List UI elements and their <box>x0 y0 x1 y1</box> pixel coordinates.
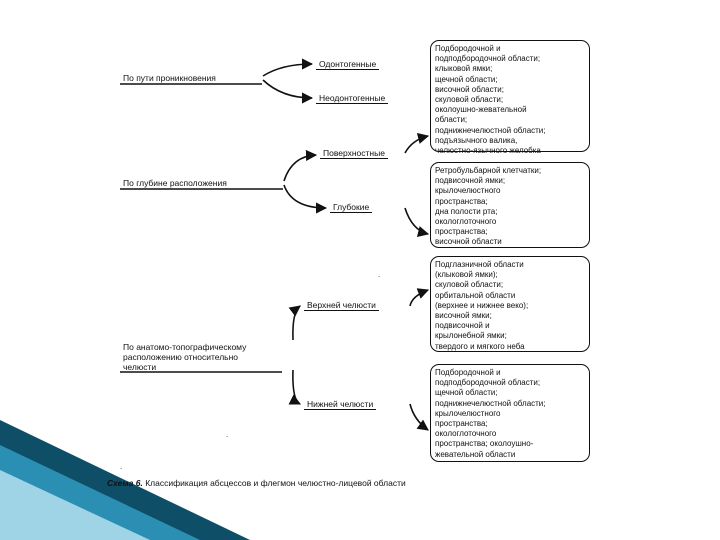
list-item: поднижнечелюстной области; <box>435 398 546 408</box>
list-item: околоушно-жевательной <box>435 105 527 115</box>
node-by-anatomy-line-3: челюсти <box>123 362 157 372</box>
box-superficial-areas <box>430 40 590 156</box>
node-upper-jaw: Верхней челюсти <box>304 300 379 311</box>
arrow-lower-to-box <box>410 404 428 430</box>
arrow-to-odontogenic <box>263 64 312 76</box>
figure-caption <box>107 478 406 488</box>
arrow-superficial-to-box <box>405 136 428 153</box>
node-lower-jaw: Нижней челюсти <box>304 399 376 410</box>
box-deep-areas <box>430 162 590 248</box>
list-item: подподбородочной области; <box>435 378 541 388</box>
arrow-to-deep <box>284 185 326 208</box>
list-item: поднижнечелюстной области; <box>435 125 546 135</box>
list-item: жевательной области <box>435 449 516 459</box>
box-upper-jaw-areas <box>430 256 590 352</box>
list-item: пространства; <box>435 227 488 237</box>
list-item: подъязычного валика, <box>435 135 518 145</box>
list-item: пространства; околоушно- <box>435 439 534 449</box>
list-item: Ретробульбарной клетчатки; <box>435 166 542 175</box>
scan-dot: . <box>120 462 123 471</box>
list-item: Подглазничной области <box>435 260 524 269</box>
scan-dot: . <box>378 270 381 279</box>
caption-label: Схема 6. <box>107 478 143 488</box>
list-item: окологлоточного <box>435 429 497 439</box>
list-item: (верхнее и нижнее веко); <box>435 300 529 310</box>
arrow-to-lower-jaw <box>293 370 300 404</box>
caption-text: Классификация абсцессов и флегмон челюстно-лицевой области <box>145 478 406 488</box>
node-by-anatomy-line-1: По анатомо-топографическому <box>123 342 247 352</box>
list-item: височной области; <box>435 84 504 94</box>
arrow-to-upper-jaw <box>293 306 300 340</box>
list-item: пространства; <box>435 419 488 429</box>
node-deep: Глубокие <box>330 202 372 213</box>
list-item: подподбородочной области; <box>435 54 541 64</box>
list-item: височной области <box>435 237 502 247</box>
box-lower-jaw-areas <box>430 364 590 462</box>
node-odontogenic: Одонтогенные <box>316 59 379 70</box>
list-item: щечной области; <box>435 74 498 84</box>
arrow-to-nonodontogenic <box>263 80 312 98</box>
list-item: височной ямки; <box>435 311 492 321</box>
list-item: крылочелюстного <box>435 186 501 196</box>
list-item: дна полости рта; <box>435 206 498 216</box>
node-nonodontogenic: Неодонтогенные <box>316 93 388 104</box>
list-item: подвисочной и <box>435 321 490 331</box>
list-item: окологлоточного <box>435 217 497 227</box>
list-item: пространства; <box>435 196 488 206</box>
scan-dot: . <box>226 430 229 439</box>
list-item: крылонебной ямки; <box>435 331 507 341</box>
node-by-depth: По глубине расположения <box>123 178 227 188</box>
list-item: щечной области; <box>435 388 498 398</box>
list-item: крылочелюстного <box>435 408 501 418</box>
list-item: скуловой области; <box>435 95 504 105</box>
list-item: орбитальной области <box>435 290 516 300</box>
list-item: скуловой области; <box>435 280 504 290</box>
arrow-upper-to-box <box>410 290 428 306</box>
arrow-to-superficial <box>284 155 316 181</box>
list-item: клыковой ямки; <box>435 64 493 74</box>
list-item: челюстно-язычного желобка <box>435 146 541 156</box>
node-by-penetration: По пути проникновения <box>123 73 216 83</box>
list-item: Подбородочной и <box>435 44 501 53</box>
list-item: области; <box>435 115 468 125</box>
node-superficial: Поверхностные <box>320 148 388 159</box>
node-by-anatomy-line-2: расположению относительно <box>123 352 239 362</box>
list-item: подвисочной ямки; <box>435 176 506 186</box>
list-item: (клыковой ямки); <box>435 270 498 280</box>
arrow-deep-to-box <box>405 208 428 234</box>
list-item: твердого и мягкого неба <box>435 341 525 351</box>
list-item: Подбородочной и <box>435 368 501 377</box>
